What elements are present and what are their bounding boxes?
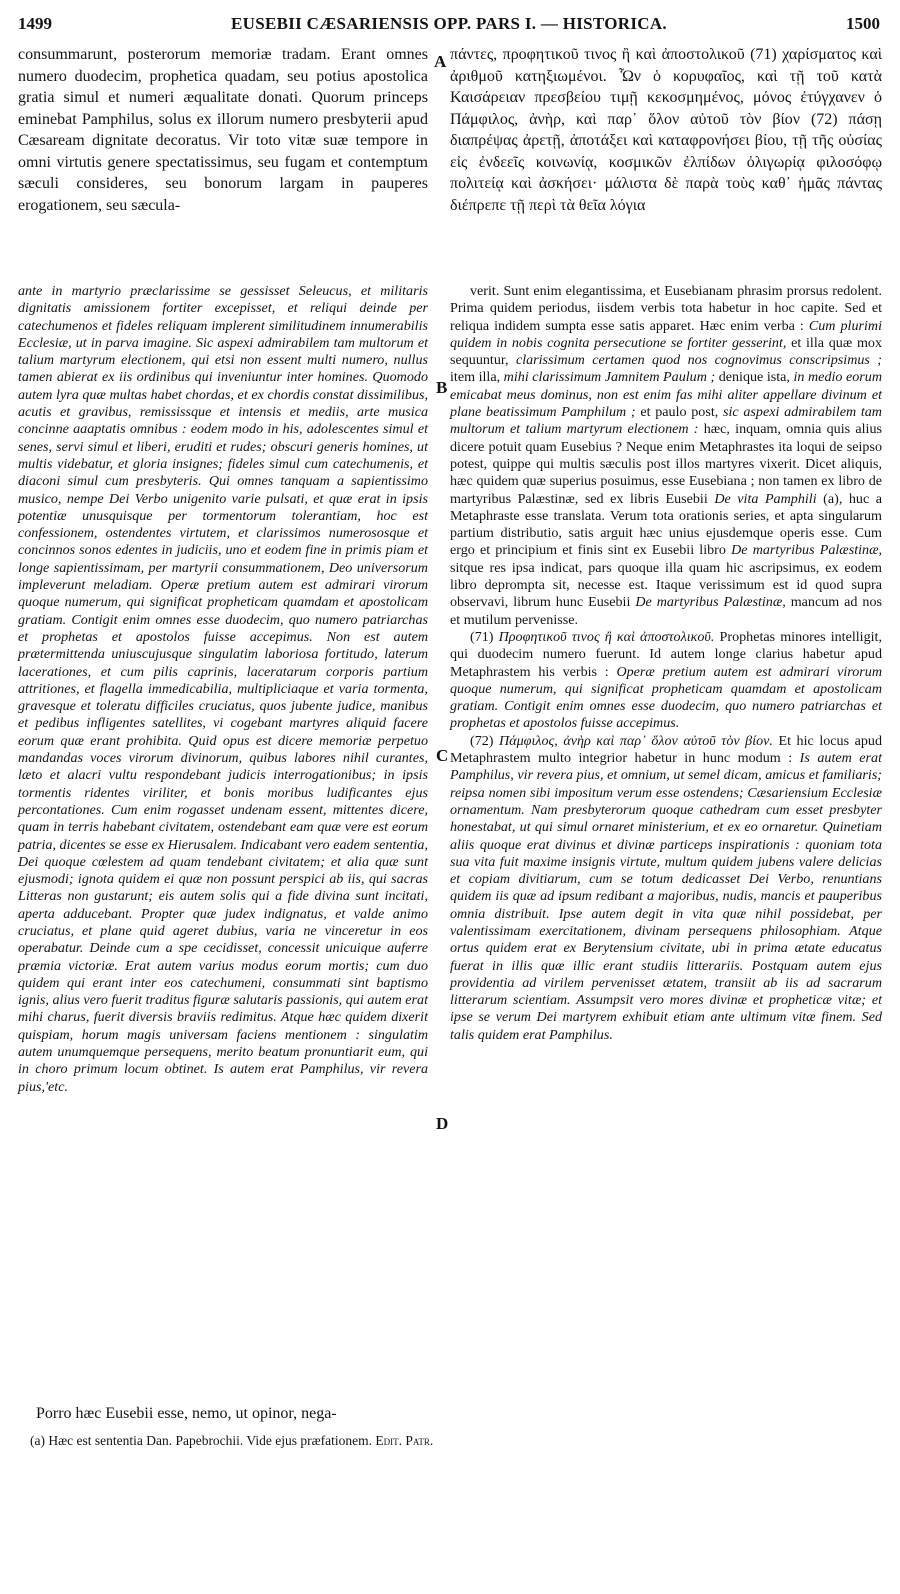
running-title: EUSEBII CÆSARIENSIS OPP. PARS I. — HISTORICA. (231, 14, 667, 33)
margin-marker-b: B (436, 378, 448, 397)
greek-main-paragraph: πάντες, προφητικοῦ τινος ἢ καὶ ἀποστολικοῦ (71) χαρίσματος καὶ ἀριθμοῦ κατηξιωμένοι. Ὧν ὁ κορυφαῖος, καὶ τῇ τοῦ κατὰ Καισάρειαν πρεσβείου τιμῇ κεκοσμημένος, μόνος ἐτύγχανεν ὁ Πάμφιλος, ἀνὴρ, καὶ παρ᾽ ὅλον αὐτοῦ τὸν βίον (72) πάσῃ διαπρέψας ἀρετῇ, ἀποτάξει καὶ καταφρονήσει βίου, τῇ τῆς οὐσίας εἰς ἐνδεεῖς κοινωνίᾳ, κοσμικῶν ἐλπίδων ὀλιγωρίᾳ φιλοσόφῳ πολιτείᾳ καὶ ἀσκήσει· μάλιστα δὲ παρὰ τοὺς καθ᾽ ἡμᾶς πάντας διέπρεπε τῇ περὶ τὰ θεῖα λόγια (450, 46, 882, 214)
latin-main-paragraph: consummarunt, posterorum memoriæ tradam. Erant omnes numero duodecim, prophetica quadam, seu potius apostolica gratia simul et numeri æqualitate donati. Quorum princeps eminebat Pamphilus, solus ex illorum numero presbyterii apud Cæsaream dignitate decoratus. Vir toto vitæ suæ tempore in omni virtutis genere spectatissimus, seu fugam et contemptum sæculi consideres, seu bonorum largam in pauperes erogationem, seu sæcula- (18, 46, 428, 214)
page-number-left: 1499 (18, 14, 52, 33)
main-text-left (18, 44, 428, 216)
margin-marker-a: A (434, 52, 447, 71)
footnote-text: Hæc est sententia Dan. Papebrochii. Vide ejus præfationem. (48, 1433, 372, 1448)
page-header (18, 14, 880, 38)
notes-left (18, 283, 428, 1096)
note-71: (71) Προφητικοῦ τινος ἢ καὶ ἀποστολικοῦ. Prophetas minores intelligit, qui duodecim numero fuerunt. Id autem longe clarius habetur apud Metaphrastem his verbis : Operæ pretium autem est admirari virorum quoque numerum, qui significat propheticam quamdam et apostolicam gratiam. Contigit enim omnes esse duodecim, quo numero patriarchas et prophetas et apostolos fuisse accepimus. (450, 628, 883, 732)
margin-marker-c: C (436, 746, 449, 765)
footnote-mark: (a) (30, 1433, 45, 1448)
main-text-right (450, 44, 882, 216)
note-72: (72) Πάμφιλος, ἀνὴρ καὶ παρ᾽ ὅλον αὐτοῦ τὸν βίον. Et hic locus apud Metaphrastem multo integrior habetur in hunc modum : Is autem erat Pamphilus, vir revera pius, et omnium, ut semel dicam, amicus et familiaris; reipsa nomen sibi impositum verum esse ostendens; Cæsariensium Ecclesiæ ornamentum. Nam presbyterorum quoque cathedram cum esset presbyter honestabat, ut qui simul ornaret ministerium, et ex eo ornaretur. Quinetiam aliis quoque erat divinus et divinæ particeps inspirationis : quoniam tota sua vita fuit maxime insignis virtute, multum quidem jubens valere delicias et copiam divitiarum, cum se totum dedicasset Dei Verbo, renuntians quidem iis quæ ad ipsum redibant a majoribus, nudis, mancis et pauperibus omnia distribuit. Ipse autem degit in vita quæ nihil possidebat, per valentissimam exercitationem, divinam persequens philosophiam. Atque ortus quidem erat ex Berytensium civitate, ubi in prima ætate educatus fuerat in illis quæ illic erant studiis litterariis. Postquam autem ejus providentia ad virilem pervenisset ætatem, transiit ab iis ad sacrarum litterarum scientiam. Assumpsit vero mores divinæ et propheticæ vitæ; et ipse se verum Dei martyrem exhibuit etiam ante ultimum vitæ finem. Sed talis quidem erat Pamphilus. (450, 732, 883, 1043)
margin-marker-d: D (436, 1114, 449, 1133)
notes-right (450, 283, 882, 1044)
continuation-line: Porro hæc Eusebii esse, nemo, ut opinor, nega- (36, 1405, 337, 1422)
footnote-editor: Edit. Patr. (375, 1433, 434, 1448)
latin-translation-notes: ante in martyrio præclarissime se gessisset Seleucus, et militaris dignitatis amissionem fortiter excepisset, et reliqui deinde per catechumenos et fideles reliquam implerent similitudinem innumerabilis Ecclesiæ, ut in parva imagine. Sic aspexi admirabilem tam multorum et talium martyrum electionem, qui etsi non essent multi numero, nullus tamen abierat ex iis ordinibus qui inveniuntur inter homines. Quomodo autem lyra quæ multas habet chordas, et ex chordis constat dissimilibus, acutis et gravibus, remississque et intensis et mediis, arte musica concinne aaaptatis omnibus : eodem modo in his, adolescentes simul et senes, servi simul et liberi, eruditi et rudes; obscuri generis homines, ut multis videbatur, et gloria insignes; fideles simul cum catechumenis, et diaconi simul cum presbyteris. Qui omnes tanquam a sapientissimo musico, nempe Dei Verbo unigenito varie pulsati, et quæ erat in ipsis potentiæ unusquisque per tormentorum tolerantiam, hoc est confessionem, ostendentes virtutem, et clarissimos numerososque et concinnos sonos edentes in judiciis, uno et eodem fine in primis piam et longe sapientissimam, per martyrii consummationem, Deo universorum impleverunt meladiam. Operæ pretium autem est admirari virorum quoque numerum, qui significat propheticam quamdam et apostolicam gratiam. Contigit enim omnes esse duodecim, quo numero patriarchas et prophetas et apostolos fuisse accepimus. Non est autem prætermittenda uniuscujusque singulatim laboriosa fortitudo, laterum lacerationes, et cum pilis caprinis, laceratarum corporis partium attritiones, et flagella immedicabilia, multipliciaque et varia tormenta, gravesque et toleratu difficiles cruciatus, quos jubente judice, manibus et pedibus infligentes satellites, vi cogebant martyres aliquid facere eorum quæ erant prohibita. Quid opus est dicere memoriæ perpetuo mandandas voces virorum divinorum, quibus labores nihil curantes, læto et alacri vultu respondebant judicis interrogationibus; in ipsis tormentis ridentes viriliter, et bonis moribus ludificantes ejus percontationes. Cum enim rogasset undenam essent, mittentes dicere, quam in terris habebant civitatem, ostendebant eam quæ vere est eorum patria, dicentes se esse ex Hierusalem. Indicabant vero eadem sententia, Dei quoque cœlestem ad quam tendebant civitatem; et alia quæ sunt ejusmodi; ignota quidem ei quæ non possunt perspici ab iis, qui sacras Litteras non gustarunt; eis autem solis qui a fide divina sunt incitati, aperta adducebant. Propter quæ judex indignatus, et valde animo cruciatus, et plane quid ageret dubius, varia ne vinceretur in eos operabatur. Deinde cum a spe cecidisset, concessit unicuique auferre præmia victoriæ. Erat autem varius modus eorum mortis; cum duo quidem qui erant inter eos catechumeni, consummati sint baptismo ignis, alius vero fuerit traditus figuræ salutaris passionis, qui autem erat mihi charus, fuerit diversis braviis redimitus. Atque hæc quidem dixerit quispiam, horum magis universam faciens mentionem : singulatim autem unumquemque persequens, merito beatum pronuntiarit eum, qui in choro primum locum obtinet. Is autem erat Pamphilus, vir revera pius,'etc. (18, 283, 428, 1095)
page-number-right: 1500 (846, 14, 880, 33)
commentary-intro: verit. Sunt enim elegantissima, et Eusebianam phrasim prorsus redolent. Prima quidem periodus, iisdem verbis tota habetur in hoc capite. Sed et reliqua indidem sumpta esse satis apparet. Hæc enim verba : Cum plurimi quidem in nobis cognita persecutione se fortiter gesserint, et illa quæ mox sequuntur, clarissimum certamen quod nos cognovimus conscripsimus ; item illa, mihi clarissimum Jamnitem Paulum ; denique ista, in medio eorum emicabat meus dominus, non est enim fas mihi aliter appellare divinum et plane beatissimum Pamphilum ; et paulo post, sic aspexi admirabilem tam multorum et talium martyrum electionem : hæc, inquam, omnia quis alius dicere potuit quam Eusebius ? Neque enim Metaphrastes ita loqui de seipso potest, quippe qui multis sæculis post illos martyres vixerit. Dicet aliquis, hæc quidem quæ superius posuimus, esse Eusebiana ; non tamen ex libro de martyribus Palæstinæ, sed ex libris Eusebii De vita Pamphili (a), huc a Metaphraste esse translata. Verum tota orationis series, et apta singularum partium distributio, satis arguit hæc unius ejusdemque operis esse. Cum ergo et principium et finis sint ex Eusebii libro De martyribus Palæstinæ, sitque res ipsa indicat, pars quoque illa quam hic ascripsimus, ex eodem libro deprompta sit, necesse est. Itaque verissimum est id quod supra observavi, librum hunc Eusebii De martyribus Palæstinæ, mancum ad nos et mutilum pervenisse. (450, 283, 883, 628)
footnote (30, 1433, 880, 1449)
